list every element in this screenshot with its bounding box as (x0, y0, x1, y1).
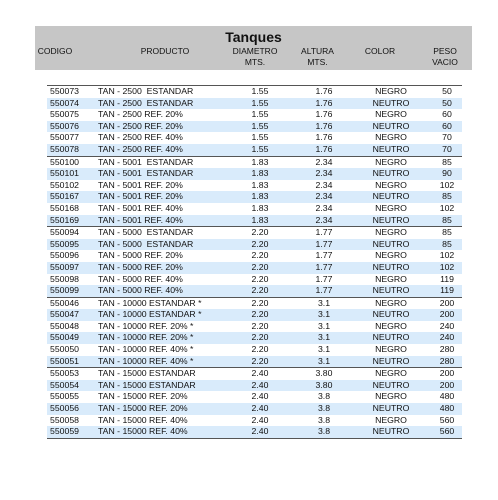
cell-codigo: 550100 (50, 156, 79, 167)
cell-color: NEGRO (375, 227, 407, 238)
cell-peso: 200 (439, 309, 455, 320)
table-row (47, 403, 462, 415)
cell-altura: 3.80 (315, 379, 333, 390)
cell-altura: 3.1 (317, 355, 331, 366)
table-row (47, 191, 462, 203)
cell-altura: 1.76 (315, 143, 333, 154)
cell-color: NEUTRO (372, 426, 410, 437)
cell-color: NEGRO (375, 414, 407, 425)
cell-color: NEUTRO (372, 168, 410, 179)
cell-altura: 2.34 (315, 156, 333, 167)
cell-altura: 3.1 (317, 320, 331, 331)
cell-diametro: 2.40 (251, 368, 269, 379)
cell-producto: TAN - 5000 REF. 20% (98, 250, 183, 261)
header-diametro-unit: MTS. (244, 57, 266, 67)
cell-producto: TAN - 5000 ESTANDAR (98, 227, 194, 238)
cell-producto: TAN - 10000 REF. 20% * (98, 332, 194, 343)
cell-producto: TAN - 5000 REF. 40% (98, 273, 183, 284)
cell-diametro: 1.55 (251, 97, 269, 108)
cell-diametro: 1.55 (251, 143, 269, 154)
cell-codigo: 550169 (50, 214, 79, 225)
cell-color: NEUTRO (372, 309, 410, 320)
cell-producto: TAN - 5001 REF. 40% (98, 202, 183, 213)
table-row (47, 109, 462, 121)
header-altura-unit: MTS. (307, 57, 328, 67)
table-row (47, 168, 462, 180)
table-row (47, 156, 462, 169)
table-row (47, 344, 462, 356)
cell-peso: 102 (439, 250, 455, 261)
cell-color: NEGRO (375, 320, 407, 331)
table-row (47, 367, 462, 380)
table-row (47, 226, 462, 239)
cell-codigo: 550046 (50, 297, 79, 308)
cell-producto: TAN - 15000 REF. 40% (98, 414, 188, 425)
cell-diametro: 2.20 (251, 309, 269, 320)
table-row (47, 203, 462, 215)
cell-peso: 280 (439, 344, 455, 355)
cell-peso: 60 (442, 109, 452, 120)
header-peso (423, 46, 467, 68)
cell-color: NEUTRO (372, 332, 410, 343)
cell-color: NEUTRO (372, 238, 410, 249)
cell-producto: TAN - 2500 ESTANDAR (98, 97, 194, 108)
cell-altura: 3.8 (317, 426, 331, 437)
cell-peso: 90 (442, 168, 452, 179)
cell-diametro: 2.40 (251, 414, 269, 425)
cell-color: NEUTRO (372, 97, 410, 108)
cell-altura: 3.1 (317, 332, 331, 343)
header-codigo: CODIGO (37, 46, 73, 56)
cell-codigo: 550076 (50, 120, 79, 131)
cell-producto: TAN - 15000 ESTANDAR (98, 368, 196, 379)
cell-color: NEGRO (375, 202, 407, 213)
table-row (47, 215, 462, 227)
cell-altura: 3.8 (317, 414, 331, 425)
cell-diametro: 2.20 (251, 320, 269, 331)
cell-color: NEGRO (375, 132, 407, 143)
cell-diametro: 2.20 (251, 332, 269, 343)
cell-diametro: 2.40 (251, 426, 269, 437)
cell-peso: 560 (439, 426, 455, 437)
cell-producto: TAN - 5001 REF. 40% (98, 214, 183, 225)
cell-color: NEUTRO (372, 285, 410, 296)
table-row (47, 426, 462, 439)
cell-codigo: 550077 (50, 132, 79, 143)
cell-altura: 1.77 (315, 227, 333, 238)
cell-diametro: 2.20 (251, 285, 269, 296)
cell-producto: TAN - 5000 REF. 40% (98, 285, 183, 296)
cell-color: NEUTRO (372, 191, 410, 202)
cell-codigo: 550075 (50, 109, 79, 120)
cell-diametro: 2.20 (251, 355, 269, 366)
cell-codigo: 550056 (50, 403, 79, 414)
cell-producto: TAN - 2500 REF. 40% (98, 143, 183, 154)
cell-producto: TAN - 5001 ESTANDAR (98, 168, 194, 179)
cell-altura: 1.77 (315, 285, 333, 296)
table-header (35, 26, 472, 70)
cell-diametro: 1.55 (251, 120, 269, 131)
cell-color: NEGRO (375, 179, 407, 190)
header-diametro (220, 46, 290, 68)
cell-altura: 3.1 (317, 297, 331, 308)
header-peso-sub: VACIO (432, 57, 458, 67)
cell-peso: 240 (439, 320, 455, 331)
cell-codigo: 550048 (50, 320, 79, 331)
cell-producto: TAN - 2500 REF. 20% (98, 109, 183, 120)
cell-color: NEGRO (375, 368, 407, 379)
cell-diametro: 1.83 (251, 214, 269, 225)
cell-diametro: 1.83 (251, 168, 269, 179)
cell-color: NEUTRO (372, 261, 410, 272)
cell-diametro: 2.20 (251, 261, 269, 272)
cell-altura: 3.8 (317, 403, 331, 414)
cell-altura: 1.77 (315, 273, 333, 284)
cell-peso: 560 (439, 414, 455, 425)
cell-codigo: 550050 (50, 344, 79, 355)
header-peso-label: PESO (433, 46, 457, 56)
table-row (47, 121, 462, 133)
cell-altura: 3.8 (317, 391, 331, 402)
cell-peso: 70 (442, 143, 452, 154)
cell-altura: 2.34 (315, 202, 333, 213)
table-row (47, 262, 462, 274)
cell-peso: 119 (440, 285, 454, 296)
cell-codigo: 550098 (50, 273, 79, 284)
cell-peso: 480 (439, 391, 455, 402)
table-row (47, 144, 462, 156)
cell-altura: 1.77 (315, 250, 333, 261)
table-row (47, 98, 462, 110)
cell-altura: 1.77 (315, 238, 333, 249)
cell-producto: TAN - 10000 ESTANDAR * (98, 297, 202, 308)
cell-codigo: 550101 (50, 168, 79, 179)
cell-diametro: 1.83 (251, 156, 269, 167)
cell-altura: 1.77 (315, 261, 333, 272)
cell-codigo: 550047 (50, 309, 79, 320)
cell-peso: 102 (439, 261, 455, 272)
cell-diametro: 2.20 (251, 250, 269, 261)
cell-diametro: 1.83 (251, 191, 269, 202)
cell-color: NEUTRO (372, 355, 410, 366)
cell-altura: 3.80 (315, 368, 333, 379)
cell-altura: 3.1 (317, 309, 331, 320)
table-row (47, 86, 462, 98)
cell-altura: 2.34 (315, 214, 333, 225)
table-row (47, 380, 462, 392)
price-table (47, 85, 462, 439)
table-row (47, 274, 462, 286)
cell-codigo: 550073 (50, 86, 79, 96)
cell-codigo: 550054 (50, 379, 79, 390)
cell-altura: 1.76 (315, 97, 333, 108)
cell-producto: TAN - 10000 REF. 40% * (98, 355, 194, 366)
cell-producto: TAN - 5001 ESTANDAR (98, 156, 194, 167)
table-title: Tanques (225, 29, 282, 45)
cell-peso: 50 (442, 97, 452, 108)
cell-producto: TAN - 15000 ESTANDAR (98, 379, 196, 390)
cell-codigo: 550167 (50, 191, 79, 202)
table-row (47, 285, 462, 297)
cell-producto: TAN - 15000 REF. 20% (98, 391, 188, 402)
cell-codigo: 550053 (50, 368, 79, 379)
cell-color: NEGRO (375, 391, 407, 402)
cell-color: NEUTRO (372, 214, 410, 225)
cell-peso: 102 (439, 202, 455, 213)
cell-color: NEGRO (375, 250, 407, 261)
cell-color: NEGRO (375, 109, 407, 120)
cell-peso: 85 (442, 156, 452, 167)
cell-codigo: 550059 (50, 426, 79, 437)
cell-color: NEGRO (375, 156, 407, 167)
cell-codigo: 550078 (50, 143, 79, 154)
cell-diametro: 2.40 (251, 379, 269, 390)
cell-peso: 240 (439, 332, 455, 343)
cell-peso: 85 (442, 238, 452, 249)
cell-color: NEUTRO (372, 379, 410, 390)
header-diametro-label: DIAMETRO (232, 46, 278, 56)
cell-codigo: 550094 (50, 227, 79, 238)
cell-diametro: 2.40 (251, 403, 269, 414)
cell-codigo: 550168 (50, 202, 79, 213)
cell-diametro: 2.40 (251, 391, 269, 402)
cell-peso: 60 (442, 120, 452, 131)
cell-altura: 1.76 (315, 86, 333, 96)
cell-diametro: 1.55 (251, 109, 269, 120)
cell-peso: 50 (442, 86, 452, 96)
cell-diametro: 2.20 (251, 344, 269, 355)
cell-altura: 3.1 (317, 344, 331, 355)
cell-producto: TAN - 2500 ESTANDAR (98, 86, 194, 96)
cell-codigo: 550095 (50, 238, 79, 249)
cell-codigo: 550049 (50, 332, 79, 343)
table-row (47, 239, 462, 251)
table-row (47, 356, 462, 368)
table-row (47, 391, 462, 403)
table-row (47, 332, 462, 344)
cell-color: NEUTRO (372, 403, 410, 414)
cell-peso: 200 (439, 379, 455, 390)
cell-peso: 119 (440, 273, 454, 284)
cell-color: NEUTRO (372, 120, 410, 131)
cell-producto: TAN - 15000 REF. 40% (98, 426, 188, 437)
cell-diametro: 1.55 (251, 132, 269, 143)
table-row (47, 132, 462, 144)
cell-codigo: 550051 (50, 355, 79, 366)
cell-diametro: 2.20 (251, 227, 269, 238)
header-color: COLOR (364, 46, 396, 56)
cell-codigo: 550074 (50, 97, 79, 108)
cell-peso: 102 (439, 179, 455, 190)
cell-color: NEGRO (375, 344, 407, 355)
cell-peso: 200 (439, 368, 455, 379)
table-row (47, 309, 462, 321)
cell-codigo: 550055 (50, 391, 79, 402)
cell-producto: TAN - 5001 REF. 20% (98, 179, 183, 190)
cell-diametro: 1.83 (251, 202, 269, 213)
cell-producto: TAN - 5001 REF. 20% (98, 191, 183, 202)
cell-peso: 85 (442, 227, 452, 238)
cell-codigo: 550099 (50, 285, 79, 296)
cell-diametro: 2.20 (251, 297, 269, 308)
cell-peso: 85 (442, 191, 452, 202)
cell-color: NEUTRO (372, 143, 410, 154)
cell-producto: TAN - 10000 REF. 40% * (98, 344, 194, 355)
cell-producto: TAN - 10000 ESTANDAR * (98, 309, 202, 320)
cell-peso: 200 (439, 297, 455, 308)
cell-codigo: 550058 (50, 414, 79, 425)
cell-altura: 1.76 (315, 109, 333, 120)
cell-color: NEGRO (375, 297, 407, 308)
cell-altura: 2.34 (315, 191, 333, 202)
table-row (47, 250, 462, 262)
table-row (47, 297, 462, 310)
cell-altura: 2.34 (315, 179, 333, 190)
cell-codigo: 550096 (50, 250, 79, 261)
cell-diametro: 1.55 (251, 86, 269, 96)
cell-diametro: 2.20 (251, 238, 269, 249)
cell-producto: TAN - 5000 REF. 20% (98, 261, 183, 272)
cell-peso: 70 (442, 132, 452, 143)
cell-codigo: 550102 (50, 179, 79, 190)
cell-altura: 2.34 (315, 168, 333, 179)
header-altura (290, 46, 345, 68)
cell-producto: TAN - 2500 REF. 40% (98, 132, 183, 143)
header-altura-label: ALTURA (301, 46, 334, 56)
header-producto: PRODUCTO (140, 46, 190, 56)
table-row (47, 180, 462, 192)
cell-diametro: 2.20 (251, 273, 269, 284)
table-row (47, 415, 462, 427)
table-row (47, 321, 462, 333)
cell-producto: TAN - 5000 ESTANDAR (98, 238, 194, 249)
cell-diametro: 1.83 (251, 179, 269, 190)
cell-producto: TAN - 15000 REF. 20% (98, 403, 188, 414)
cell-peso: 85 (442, 214, 452, 225)
cell-color: NEGRO (375, 273, 407, 284)
cell-producto: TAN - 10000 REF. 20% * (98, 320, 194, 331)
cell-altura: 1.76 (315, 132, 333, 143)
cell-peso: 280 (439, 355, 455, 366)
cell-altura: 1.76 (315, 120, 333, 131)
cell-color: NEGRO (375, 86, 407, 96)
cell-peso: 480 (439, 403, 455, 414)
cell-codigo: 550097 (50, 261, 79, 272)
cell-producto: TAN - 2500 REF. 20% (98, 120, 183, 131)
